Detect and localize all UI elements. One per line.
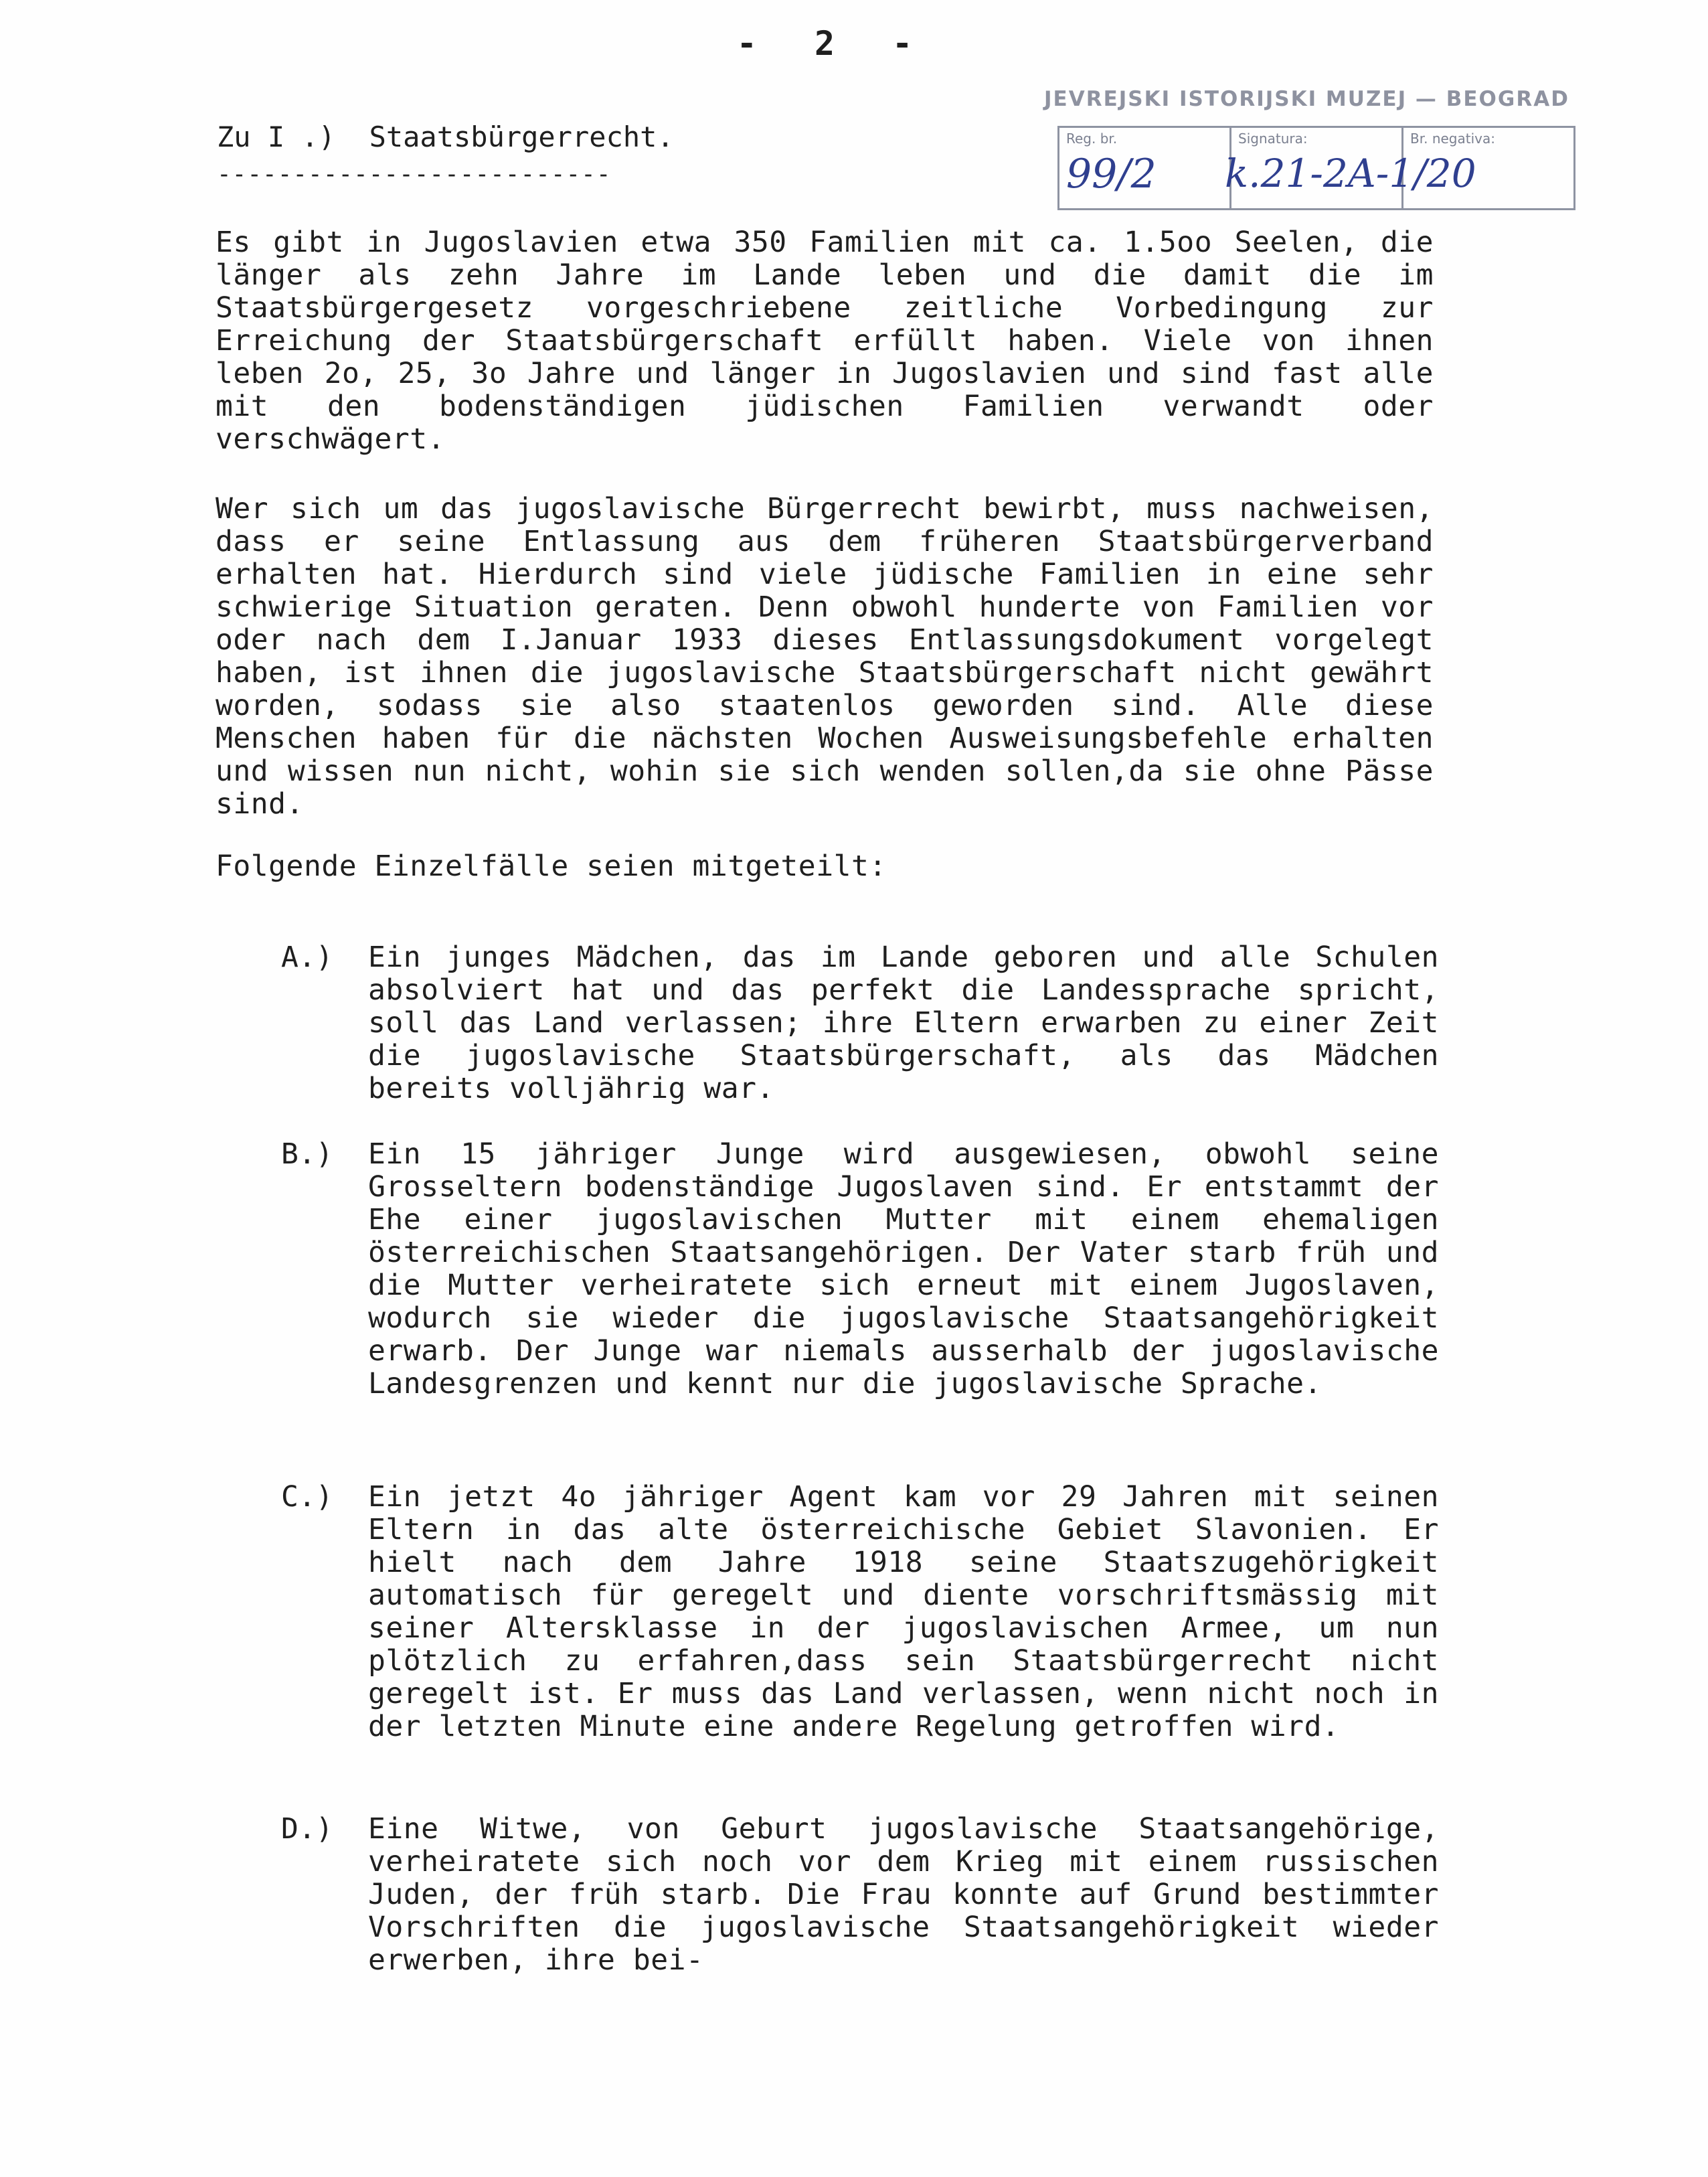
case-text: Ein 15 jähriger Junge wird ausgewiesen, obwohl seine Grosseltern bodenständige Jugoslaven sind. Er entstammt der Ehe einer jugoslavischen Mutter mit einem ehemaligen österreichischen Staatsangehörigen. Der Vater starb früh und die Mutter verheiratete sich erneut mit einem Jugoslaven, wodurch sie wieder die jugoslavische Staatsangehörigkeit erwarb. Der Junge war niemals ausserhalb der jugoslavische Landesgrenzen und kennt nur die jugoslavische Sprache. (368, 1137, 1439, 1400)
case-text: Ein junges Mädchen, das im Lande geboren und alle Schulen absolviert hat und das perfekt die Landessprache spricht, soll das Land verlassen; ihre Eltern erwarben zu einer Zeit die jugoslavische Staatsbürgerschaft, als das Mädchen bereits volljährig war. (368, 941, 1439, 1105)
paragraph-citizenship: Wer sich um das jugoslavische Bürgerrecht bewirbt, muss nachweisen, dass er seine Entlassung aus dem früheren Staatsbürgerverband erhalten hat. Hierdurch sind viele jüdische Familien in eine sehr schwierige Situation geraten. Denn obwohl hunderte von Familien vor oder nach dem I.Januar 1933 dieses Entlassungsdokument vorgelegt haben, ist ihnen die jugoslavische Staatsbürgerschaft nicht gewährt worden, sodass sie also staatenlos geworden sind. Alle diese Menschen haben für die nächsten Wochen Ausweisungsbefehle erhalten und wissen nun nicht, wohin sie sich wenden sollen,da sie ohne Pässe sind. (216, 492, 1434, 821)
case-label: A.) (281, 941, 333, 974)
stamp-cell-negativ (1403, 128, 1573, 208)
stamp-cell-reg (1059, 128, 1231, 208)
archive-stamp (1044, 84, 1600, 220)
heading-underline: -------------------------- (217, 161, 612, 188)
case-label: D.) (281, 1812, 333, 1846)
stamp-label-reg: Reg. br. (1066, 131, 1118, 147)
stamp-title: JEVREJSKI ISTORIJSKI MUZEJ — BEOGRAD (1044, 87, 1569, 111)
page-number: - 2 - (736, 24, 932, 63)
case-label: B.) (281, 1137, 333, 1171)
section-heading: Zu I .) Staatsbürgerrecht. (217, 120, 674, 153)
case-label: C.) (281, 1480, 333, 1514)
stamp-box (1057, 126, 1575, 210)
stamp-label-negativ: Br. negativa: (1410, 131, 1495, 147)
stamp-value-signatura: k.21-2A-1/20 (1225, 151, 1476, 196)
case-text: Eine Witwe, von Geburt jugoslavische Staatsangehörige, verheiratete sich noch vor dem Krieg mit einem russischen Juden, der früh starb. Die Frau konnte auf Grund bestimmter Vorschriften die jugoslavische Staatsangehörigkeit wieder erwerben, ihre bei- (368, 1812, 1439, 1977)
case-text: Ein jetzt 4o jähriger Agent kam vor 29 Jahren mit seinen Eltern in das alte österreichische Gebiet Slavonien. Er hielt nach dem Jahre 1918 seine Staatszugehörigkeit automatisch für geregelt und diente vorschriftsmässig mit seiner Altersklasse in der jugoslavischen Armee, um nun plötzlich zu erfahren,dass sein Staatsbürgerrecht nicht geregelt ist. Er muss das Land verlassen, wenn nicht noch in der letzten Minute eine andere Regelung getroffen wird. (368, 1480, 1439, 1743)
stamp-value-reg: 99/2 (1066, 151, 1157, 197)
paragraph-cases-intro: Folgende Einzelfälle seien mitgeteilt: (216, 850, 887, 883)
stamp-label-signatura: Signatura: (1238, 131, 1308, 147)
paragraph-families: Es gibt in Jugoslavien etwa 350 Familien mit ca. 1.5oo Seelen, die länger als zehn Jahre im Lande leben und die damit die im Staatsbürgergesetz vorgeschriebene zeitliche Vorbedingung zur Erreichung der Staatsbürgerschaft erfüllt haben. Viele von ihnen leben 2o, 25, 3o Jahre und länger in Jugoslavien und sind fast alle mit den bodenständigen jüdischen Familien verwandt oder verschwägert. (216, 226, 1434, 456)
